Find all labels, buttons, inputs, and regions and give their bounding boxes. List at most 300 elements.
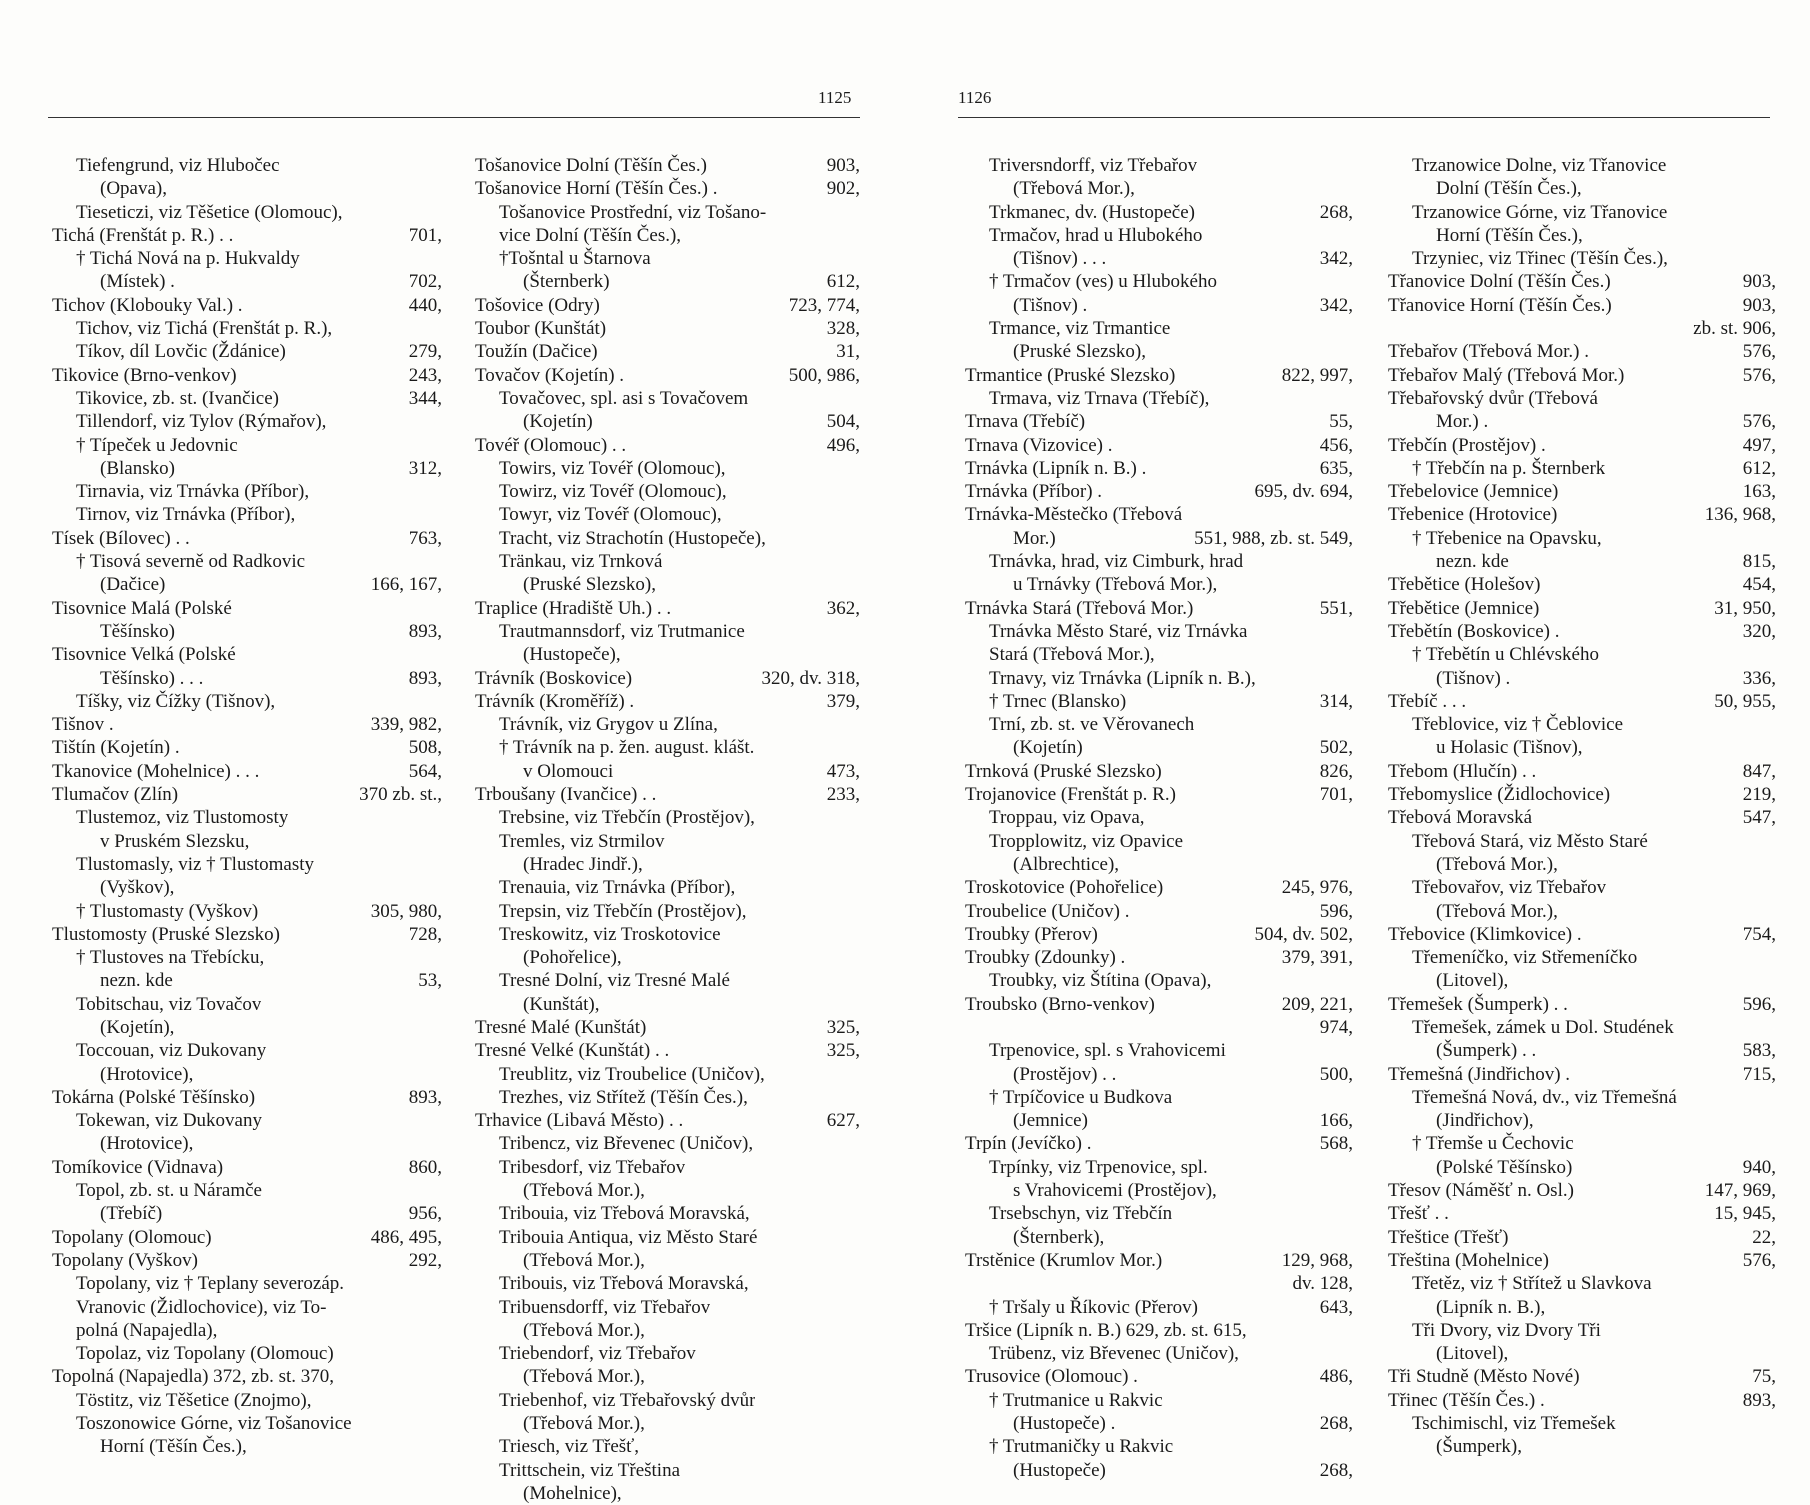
entry-text: Tremles, viz Strmilov [499,830,665,852]
entry-text: Třanovice Dolní (Těšín Čes.) [1388,271,1611,293]
index-entry [52,760,442,783]
index-entry [965,317,1353,340]
entry-pages: 379, 391, [1281,947,1353,969]
entry-text: Troppau, viz Opava, [989,807,1145,829]
entry-text: Dolní (Těšín Čes.), [1436,178,1582,200]
entry-text: Stará (Třebová Mor.), [989,644,1155,666]
entry-text: polná (Napajedla), [76,1319,218,1341]
index-entry [475,783,860,806]
index-entry [52,806,442,829]
index-entry [965,923,1353,946]
index-entry [475,1412,860,1435]
entry-text: Tikovice, zb. st. (Ivančice) [76,387,279,409]
entry-text: Tirnavia, viz Trnávka (Příbor), [76,481,310,503]
index-entry [965,270,1353,293]
entry-text: Třebětín (Boskovice) . [1388,620,1560,642]
entry-pages: 325, [826,1016,860,1038]
index-entry [52,294,442,317]
index-entry [475,667,860,690]
entry-text: Tíšky, viz Čížky (Tišnov), [76,690,276,712]
index-entry [965,1063,1353,1086]
entry-text: Trnávka (Příbor) . [965,481,1103,503]
entry-text: Treublitz, viz Troubelice (Uničov), [499,1063,765,1085]
index-entry [965,969,1353,992]
index-entry [52,1389,442,1412]
index-entry [965,1016,1353,1039]
index-entry [965,1202,1353,1225]
entry-text: Trmance, viz Trmantice [989,318,1171,340]
entry-pages: 576, [1742,1249,1776,1271]
index-entry [52,597,442,620]
index-entry [965,736,1353,759]
entry-text: Tlustomasly, viz † Tlustomasty [76,853,315,875]
index-entry [1388,993,1776,1016]
entry-text: Tobitschau, viz Tovačov [76,993,262,1015]
index-entry [52,177,442,200]
entry-text: Třebětice (Holešov) [1388,574,1541,596]
index-entry [965,294,1353,317]
entry-text: Třebařov (Třebová Mor.) . [1388,341,1590,363]
entry-text: Trebsine, viz Třebčín (Prostějov), [499,807,755,829]
index-entry [1388,620,1776,643]
entry-pages: 486, 495, [370,1226,442,1248]
index-entry [52,154,442,177]
index-entry [52,1272,442,1295]
index-entry [52,1435,442,1458]
entry-text: Tichov, viz Tichá (Frenštát p. R.), [76,318,333,340]
entry-text: Tlumačov (Zlín) [52,784,179,806]
entry-pages: 163, [1742,481,1776,503]
index-entry [475,247,860,270]
entry-text: (Prostějov) . . [1013,1063,1117,1085]
entry-pages: 147, 969, [1704,1180,1776,1202]
index-entry [965,690,1353,713]
index-entry [52,1365,442,1388]
entry-pages: 292, [408,1249,442,1271]
entry-text: (Hustopeče), [523,644,621,666]
index-entry [965,480,1353,503]
entry-pages: 902, [826,178,860,200]
entry-text: Troubsko (Brno-venkov) [965,993,1155,1015]
entry-text: (Pohořelice), [523,947,622,969]
entry-text: Trmačov, hrad u Hlubokého [989,224,1203,246]
index-entry [52,457,442,480]
index-entry [475,620,860,643]
entry-text: Trzanowice Górne, viz Třanovice [1412,201,1668,223]
entry-text: Mor.) [1013,527,1056,549]
entry-pages: 342, [1319,294,1353,316]
index-entry [475,690,860,713]
index-entry [1388,1319,1776,1342]
index-entry [52,1063,442,1086]
entry-text: Třemešek, zámek u Dol. Studének [1412,1016,1674,1038]
entry-text: Triebendorf, viz Třebařov [499,1343,696,1365]
entry-text: † Trávník na p. žen. august. klášt. [499,737,755,759]
index-entry [475,201,860,224]
index-entry [965,1272,1353,1295]
entry-pages: 312, [408,457,442,479]
index-entry [475,317,860,340]
entry-text: Třemeníčko, viz Střemeníčko [1412,947,1638,969]
index-entry [965,597,1353,620]
entry-pages: 129, 968, [1281,1249,1353,1271]
index-entry [1388,457,1776,480]
index-entry [965,247,1353,270]
entry-pages: 547, [1742,807,1776,829]
index-entry [965,876,1353,899]
index-column-1 [52,154,442,1459]
entry-text: Traplice (Hradiště Uh.) . . [475,597,672,619]
entry-text: Tichov (Klobouky Val.) . [52,294,243,316]
index-entry [965,1342,1353,1365]
entry-text: Trnávka (Lipník n. B.) . [965,457,1147,479]
entry-text: (Třebová Mor.), [523,1180,645,1202]
index-entry [965,1435,1353,1458]
index-entry [52,853,442,876]
entry-pages: 279, [408,341,442,363]
entry-text: Tränkau, viz Trnková [499,551,663,573]
index-entry [1388,434,1776,457]
entry-text: Tři Dvory, viz Dvory Tři [1412,1319,1601,1341]
entry-text: nezn. kde [100,970,173,992]
index-entry [52,1342,442,1365]
index-entry [1388,830,1776,853]
entry-text: † Tichá Nová na p. Hukvaldy [76,248,300,270]
index-entry [475,1202,860,1225]
entry-text: Trnávka Město Staré, viz Trnávka [989,620,1248,642]
entry-pages: 974, [1319,1016,1353,1038]
entry-pages: 612, [1742,457,1776,479]
entry-text: Třebařov Malý (Třebová Mor.) [1388,364,1625,386]
entry-text: (Třebová Mor.), [1436,853,1558,875]
entry-text: Třebová Stará, viz Město Staré [1412,830,1648,852]
index-entry [475,1435,860,1458]
index-entry [52,270,442,293]
index-entry [1388,713,1776,736]
entry-pages: 344, [408,387,442,409]
index-entry [52,340,442,363]
entry-text: Tracht, viz Strachotín (Hustopeče), [499,527,766,549]
entry-pages: 233, [826,784,860,806]
index-entry [965,387,1353,410]
index-entry [965,1109,1353,1132]
entry-text: Trhavice (Libavá Město) . . [475,1110,684,1132]
index-entry [475,573,860,596]
entry-text: Tikovice (Brno-venkov) [52,364,237,386]
index-entry [1388,247,1776,270]
entry-text: † Trutmanice u Rakvic [989,1389,1163,1411]
index-entry [1388,667,1776,690]
entry-pages: 243, [408,364,442,386]
index-entry [965,201,1353,224]
entry-text: Trsebschyn, viz Třebčín [989,1203,1173,1225]
index-entry [52,876,442,899]
entry-text: Třeblovice, viz † Čeblovice [1412,714,1624,736]
index-entry [475,340,860,363]
index-entry [1388,294,1776,317]
index-entry [1388,410,1776,433]
index-entry [965,410,1353,433]
index-entry [1388,480,1776,503]
index-entry [965,177,1353,200]
index-entry [475,923,860,946]
index-entry [965,1226,1353,1249]
entry-pages: 564, [408,760,442,782]
index-entry [52,410,442,433]
index-entry [965,1156,1353,1179]
entry-text: Tovéř (Olomouc) . . [475,434,627,456]
entry-text: (Pruské Slezsko), [1013,341,1146,363]
entry-text: Trnávka, hrad, viz Cimburk, hrad [989,551,1244,573]
entry-pages: 370 zb. st., [359,784,442,806]
entry-text: Tíkov, díl Lovčic (Ždánice) [76,341,286,363]
entry-pages: 314, [1319,690,1353,712]
entry-text: Trboušany (Ivančice) . . [475,784,657,806]
entry-pages: 209, 221, [1281,993,1353,1015]
entry-text: Triesch, viz Třešť, [499,1436,640,1458]
entry-pages: 502, [1319,737,1353,759]
left-header-rule [48,117,860,118]
index-entry [475,1296,860,1319]
entry-text: (Litovel), [1436,1343,1509,1365]
entry-text: Trní, zb. st. ve Věrovanech [989,714,1195,736]
entry-text: Tirnov, viz Trnávka (Příbor), [76,504,296,526]
entry-text: Toszonowice Górne, viz Tošanovice [76,1413,352,1435]
entry-text: Tovačovec, spl. asi s Tovačovem [499,387,749,409]
index-entry [1388,387,1776,410]
entry-text: Trepsin, viz Třebčín (Prostějov), [499,900,747,922]
entry-text: † Trpíčovice u Budkova [989,1086,1173,1108]
index-entry [475,876,860,899]
entry-pages: 362, [826,597,860,619]
index-entry [965,340,1353,363]
index-entry [52,620,442,643]
entry-text: Toccouan, viz Dukovany [76,1040,267,1062]
entry-text: Třebčín (Prostějov) . [1388,434,1546,456]
entry-text: (Třebová Mor.), [523,1249,645,1271]
entry-text: Tošanovice Horní (Těšín Čes.) . [475,178,718,200]
entry-text: Třebenice (Hrotovice) [1388,504,1558,526]
entry-text: † Třebenice na Opavsku, [1412,527,1602,549]
index-entry [1388,224,1776,247]
index-entry [52,993,442,1016]
entry-text: (Třebová Mor.), [523,1366,645,1388]
entry-pages: 702, [408,271,442,293]
entry-text: Třešť . . [1388,1203,1449,1225]
entry-pages: 893, [408,667,442,689]
entry-text: Tošovice (Odry) [475,294,600,316]
entry-text: Tribencz, viz Břevenec (Uničov), [499,1133,754,1155]
index-entry [1388,597,1776,620]
index-entry [1388,1039,1776,1062]
index-entry [475,1063,860,1086]
entry-text: Trnava (Třebíč) [965,411,1086,433]
entry-text: Treskowitz, viz Troskotovice [499,923,721,945]
entry-text: Třebom (Hlučín) . . [1388,760,1537,782]
index-entry [1388,1249,1776,1272]
entry-text: †Tošntal u Štarnova [499,248,651,270]
entry-pages: 903, [826,155,860,176]
entry-pages: 305, 980, [370,900,442,922]
entry-pages: 551, 988, zb. st. 549, [1194,527,1353,549]
index-entry [475,410,860,433]
entry-text: Mor.) . [1436,411,1489,433]
entry-text: (Šternberk) [523,271,610,293]
entry-pages: 268, [1319,1413,1353,1435]
index-entry [965,1412,1353,1435]
entry-pages: 497, [1742,434,1776,456]
entry-text: Tovačov (Kojetín) . [475,364,625,386]
entry-text: u Trnávky (Třebová Mor.), [1013,574,1218,596]
entry-text: Třemešná Nová, dv., viz Třemešná [1412,1086,1677,1108]
entry-pages: 22, [1752,1226,1776,1248]
entry-text: Horní (Těšín Čes.), [100,1436,247,1458]
index-entry [965,527,1353,550]
index-entry [475,1132,860,1155]
index-entry [475,177,860,200]
entry-pages: 15, 945, [1714,1203,1776,1225]
entry-text: Tisovnice Malá (Polské [52,597,232,619]
index-entry [1388,1435,1776,1458]
entry-pages: 486, [1319,1366,1353,1388]
index-entry [1388,154,1776,177]
entry-pages: 701, [408,224,442,246]
index-entry [1388,853,1776,876]
entry-pages: 325, [826,1040,860,1062]
index-entry [475,434,860,457]
entry-text: Třemešek (Šumperk) . . [1388,993,1568,1015]
entry-pages: 379, [826,690,860,712]
index-entry [52,480,442,503]
index-entry [475,1342,860,1365]
entry-text: (Tišnov) . [1436,667,1511,689]
entry-pages: 715, [1742,1063,1776,1085]
index-entry [475,270,860,293]
entry-text: Tři Studně (Město Nové) [1388,1366,1580,1388]
entry-text: Třetěz, viz † Střítež u Slavkova [1412,1273,1652,1295]
entry-text: Tresné Malé (Kunštát) [475,1016,647,1038]
entry-text: Troubky (Přerov) [965,923,1098,945]
index-entry [52,527,442,550]
index-entry [1388,760,1776,783]
index-entry [475,527,860,550]
entry-text: Triebenhof, viz Třebařovský dvůr [499,1389,756,1411]
entry-text: Topolany (Olomouc) [52,1226,212,1248]
index-entry [52,830,442,853]
entry-pages: 940, [1742,1156,1776,1178]
index-entry [475,643,860,666]
index-entry [475,1039,860,1062]
entry-text: (Kunštát), [523,993,600,1015]
entry-text: (Vyškov), [100,877,175,899]
index-entry [475,1016,860,1039]
entry-text: (Hradec Jindř.), [523,853,643,875]
index-entry [475,853,860,876]
index-column-4 [1388,154,1776,1459]
index-entry [1388,1109,1776,1132]
entry-pages: 454, [1742,574,1776,596]
entry-pages: 596, [1742,993,1776,1015]
index-entry [475,760,860,783]
entry-text: Tichá (Frenštát p. R.) . . [52,224,234,246]
entry-text: (Kojetín), [100,1016,175,1038]
entry-text: Tribouia, viz Třebová Moravská, [499,1203,750,1225]
entry-pages: 166, [1319,1110,1353,1132]
entry-text: Trmantice (Pruské Slezsko) [965,364,1176,386]
entry-text: Topolaz, viz Topolany (Olomouc) [76,1343,334,1365]
entry-text: Trzanowice Dolne, viz Třanovice [1412,155,1667,176]
index-entry [965,760,1353,783]
entry-pages: 551, [1319,597,1353,619]
entry-text: (Dačice) [100,574,166,596]
entry-text: Towyr, viz Tovéř (Olomouc), [499,504,722,526]
entry-text: Třebovařov, viz Třebařov [1412,877,1607,899]
index-entry [52,713,442,736]
entry-text: Vranovic (Židlochovice), viz To- [76,1296,327,1318]
entry-text: (Litovel), [1436,970,1509,992]
index-entry [965,1296,1353,1319]
index-entry [1388,317,1776,340]
entry-pages: 847, [1742,760,1776,782]
entry-text: Topolany (Vyškov) [52,1249,198,1271]
index-entry [1388,923,1776,946]
entry-text: v Olomouci [523,760,614,782]
entry-text: † Tisová severně od Radkovic [76,551,306,573]
index-entry [52,1319,442,1342]
entry-text: (Třebová Mor.), [1436,900,1558,922]
entry-pages: 728, [408,923,442,945]
index-entry [1388,643,1776,666]
entry-text: Tillendorf, viz Tylov (Rýmařov), [76,411,327,433]
entry-text: Toubor (Kunštát) [475,318,607,340]
index-entry [965,900,1353,923]
entry-pages: 268, [1319,1459,1353,1481]
entry-text: (Hrotovice), [100,1063,194,1085]
entry-text: Trenauia, viz Trnávka (Příbor), [499,877,736,899]
entry-pages: 166, 167, [370,574,442,596]
index-entry [475,806,860,829]
entry-pages: 31, 950, [1714,597,1776,619]
entry-text: (Tišnov) . [1013,294,1088,316]
index-entry [965,713,1353,736]
entry-text: (Opava), [100,178,167,200]
index-entry [1388,736,1776,759]
entry-text: Tokewan, viz Dukovany [76,1110,262,1132]
index-entry [1388,1342,1776,1365]
index-entry [965,1459,1353,1482]
entry-text: Towirs, viz Tovéř (Olomouc), [499,457,726,479]
index-entry [475,830,860,853]
entry-pages: 268, [1319,201,1353,223]
index-column-2 [475,154,860,1505]
index-entry [965,1389,1353,1412]
entry-text: Třeština (Mohelnice) [1388,1249,1549,1271]
entry-pages: 504, [826,411,860,433]
index-entry [965,550,1353,573]
index-entry [1388,1296,1776,1319]
entry-text: † Trutmaničky u Rakvic [989,1436,1174,1458]
entry-pages: 822, 997, [1281,364,1353,386]
entry-text: Trnávka Stará (Třebová Mor.) [965,597,1194,619]
entry-pages: 826, [1319,760,1353,782]
index-column-3 [965,154,1353,1482]
entry-text: Třebovice (Klimkovice) . [1388,923,1582,945]
entry-text: (Jindřichov), [1436,1110,1534,1132]
entry-text: Tiefengrund, viz Hlubočec [76,155,280,176]
entry-text: Trpenovice, spl. s Vrahovicemi [989,1040,1226,1062]
entry-text: (Šumperk) . . [1436,1040,1537,1062]
index-entry [52,783,442,806]
